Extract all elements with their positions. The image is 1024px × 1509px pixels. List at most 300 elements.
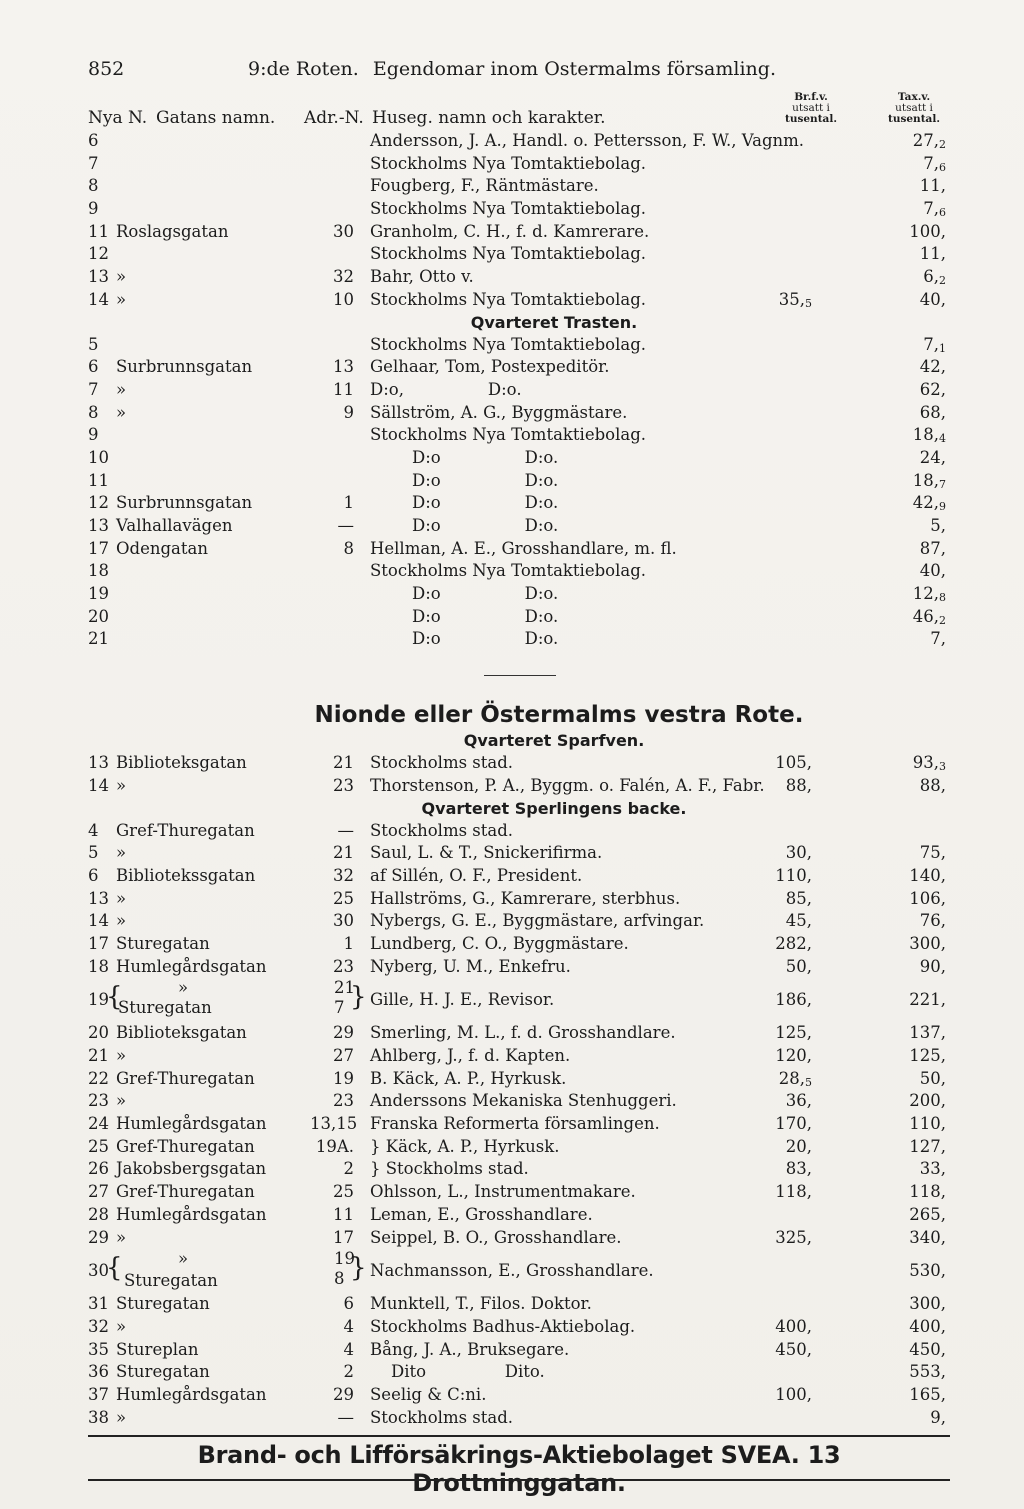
- running-head: [88, 58, 950, 88]
- row-br-value: [748, 752, 812, 775]
- table-row: [88, 1316, 950, 1339]
- row-nr: 25: [88, 1136, 109, 1156]
- row-owner: Sällström, A. G., Byggmästare.: [370, 402, 628, 422]
- col-tax-sub2: tusental.: [887, 113, 940, 125]
- row-tax-main: 50,: [919, 1068, 946, 1088]
- row-owner: Seelig & C:ni.: [370, 1384, 487, 1404]
- row-street: Sturegatan: [116, 933, 210, 953]
- col-tax-label: [878, 92, 950, 125]
- row-tax-decimal: 2: [939, 138, 946, 151]
- row-owner: Andersson, J. A., Handl. o. Pettersson, F. W., Vagnm.: [370, 131, 805, 150]
- row-br-main: 28,: [778, 1068, 805, 1088]
- row-nr: 19: [88, 584, 109, 604]
- row-tax-value: [836, 910, 946, 933]
- row-owner: Ohlsson, L., Instrumentmakare.: [370, 1182, 636, 1202]
- row-br-main: 110,: [775, 865, 812, 885]
- table-block-a: [88, 130, 950, 312]
- row-owner: D:o D:o.: [370, 584, 559, 604]
- row-nr: 29: [88, 1227, 109, 1247]
- row-adr: 11: [333, 1204, 354, 1224]
- row-owner: D:o D:o.: [370, 629, 559, 649]
- row-nr: 11: [88, 221, 109, 241]
- row-owner: Seippel, B. O., Grosshandlare.: [370, 1227, 622, 1247]
- row-tax-main: 106,: [909, 888, 946, 908]
- row-adr: 1: [343, 493, 354, 513]
- row-street: »: [116, 1046, 127, 1065]
- table-row: [88, 130, 950, 153]
- table-row: [88, 1361, 950, 1384]
- row-br-value: [748, 865, 812, 888]
- row-owner: Fougberg, F., Räntmästare.: [370, 176, 599, 196]
- row-tax-main: 553,: [909, 1362, 946, 1382]
- row-tax-value: [836, 538, 946, 561]
- row-br-value: [748, 1136, 812, 1159]
- row-tax-value: [836, 1022, 946, 1045]
- row-street-top: »: [178, 1249, 189, 1269]
- table-row: [88, 470, 950, 493]
- row-nr: 17: [88, 933, 109, 953]
- row-tax-value: [836, 842, 946, 865]
- row-tax-value: [836, 560, 946, 583]
- row-owner: Anderssons Mekaniska Stenhuggeri.: [370, 1091, 677, 1111]
- row-street: Gref-Thuregatan: [116, 1068, 255, 1088]
- row-tax-decimal: 6: [939, 160, 946, 174]
- table-row: [88, 1090, 950, 1113]
- row-br-value: [748, 1181, 812, 1204]
- row-nr: 8: [88, 176, 99, 196]
- row-street: Surbrunnsgatan: [116, 493, 253, 513]
- row-tax-main: 33,: [919, 1159, 946, 1179]
- row-owner: Thorstenson, P. A., Byggm. o. Falén, A. F., Fabr.: [370, 775, 765, 795]
- row-owner: Granholm, C. H., f. d. Kamrerare.: [370, 221, 650, 241]
- row-street: Gref-Thuregatan: [116, 1136, 255, 1156]
- row-adr: 19: [333, 1068, 354, 1088]
- row-br-value: [748, 1045, 812, 1068]
- row-tax-decimal: 8: [939, 591, 946, 605]
- section-title: Nionde eller Östermalms vestra Rote.: [314, 702, 804, 729]
- row-nr: 18: [88, 956, 109, 976]
- row-br-main: 282,: [775, 933, 812, 953]
- row-tax-main: 125,: [909, 1046, 946, 1065]
- row-br-value: [748, 1316, 812, 1339]
- row-owner: Stockholms Nya Tomtaktiebolag.: [370, 561, 647, 581]
- row-adr: 29: [333, 1384, 354, 1404]
- row-br-decimal: 5: [805, 1075, 812, 1089]
- row-adr-bottom: 7: [334, 998, 345, 1018]
- row-tax-value: [836, 865, 946, 888]
- row-tax-value: [836, 1113, 946, 1136]
- row-nr: 20: [88, 606, 109, 626]
- table-row: [88, 289, 950, 312]
- row-nr: 18: [88, 561, 109, 581]
- row-owner: B. Käck, A. P., Hyrkusk.: [370, 1068, 567, 1088]
- row-adr: 27: [333, 1046, 354, 1065]
- row-tax-main: 118,: [909, 1182, 946, 1202]
- row-owner: Stockholms Nya Tomtaktiebolag.: [370, 425, 647, 445]
- row-tax-value: [836, 1316, 946, 1339]
- row-tax-value: [836, 775, 946, 798]
- row-street: Sturegatan: [116, 1362, 210, 1382]
- row-tax-main: 12,: [912, 584, 939, 604]
- row-br-value: [748, 956, 812, 979]
- col-adr-label: Adr.-N.: [304, 108, 364, 128]
- row-tax-decimal: 1: [939, 341, 946, 355]
- col-br-sub2: tusental.: [784, 113, 837, 125]
- row-street-top: »: [178, 978, 189, 998]
- row-tax-value: [836, 1068, 946, 1091]
- table-block-f: [88, 1293, 950, 1429]
- row-tax-value: [836, 1158, 946, 1181]
- row-tax-main: 7,: [923, 199, 939, 219]
- row-tax-value: [836, 379, 946, 402]
- row-tax-value: [836, 1407, 946, 1430]
- row-tax-value: [836, 628, 946, 651]
- row-tax-main: 42,: [912, 493, 939, 513]
- row-tax-main: 340,: [909, 1227, 946, 1247]
- row-tax-main: 11,: [919, 244, 946, 264]
- row-nr: 24: [88, 1114, 109, 1134]
- row-nr: 36: [88, 1362, 109, 1382]
- row-tax: 530,: [909, 1261, 946, 1281]
- row-owner: Ahlberg, J., f. d. Kapten.: [370, 1046, 571, 1065]
- row-br-value: [748, 289, 812, 316]
- row-br-value: [748, 1339, 812, 1362]
- row-nr: 13: [88, 516, 109, 535]
- row-adr: 11: [333, 379, 354, 399]
- row-tax-value: [836, 402, 946, 425]
- row-nr: 12: [88, 493, 109, 513]
- row-nr: 38: [88, 1407, 109, 1427]
- row-tax-decimal: 3: [939, 760, 946, 774]
- row-nr: 31: [88, 1294, 109, 1314]
- col-tax-sub1: utsatt i: [895, 102, 933, 114]
- row-street: Odengatan: [116, 538, 208, 558]
- row-br-main: 36,: [785, 1091, 812, 1111]
- row-tax-main: 11,: [919, 176, 946, 196]
- row-nr: 19: [88, 990, 109, 1010]
- table-block-d: [88, 820, 950, 979]
- row-tax-main: 127,: [909, 1136, 946, 1156]
- row-tax-value: [836, 447, 946, 470]
- row-br-main: 118,: [775, 1182, 812, 1202]
- row-nr: 12: [88, 244, 109, 264]
- row-owner: Gelhaar, Tom, Postexpeditör.: [370, 357, 610, 377]
- quarter-heading-sperlingens: Qvarteret Sperlingens backe.: [421, 798, 687, 818]
- row-tax-main: 88,: [919, 775, 946, 795]
- row-street: »: [116, 402, 127, 422]
- table-row: [88, 379, 950, 402]
- row-tax-main: 46,: [912, 606, 939, 626]
- row-br-main: 450,: [775, 1339, 812, 1359]
- row-br-value: [748, 775, 812, 798]
- row-tax-value: [836, 356, 946, 379]
- page-title: Egendomar inom Ostermalms församling.: [372, 58, 776, 80]
- row-tax-main: 200,: [909, 1091, 946, 1111]
- row-nr: 37: [88, 1384, 109, 1404]
- row-adr: 23: [333, 1091, 354, 1111]
- row-nr: 8: [88, 402, 99, 422]
- row-street: »: [116, 289, 127, 309]
- row-adr: 21: [333, 753, 354, 773]
- row-tax-value: [836, 1227, 946, 1250]
- row-tax-value: [836, 1136, 946, 1159]
- row-nr: 6: [88, 865, 99, 885]
- row-nr: 27: [88, 1182, 109, 1202]
- table-block-c: [88, 752, 950, 797]
- row-tax-value: [836, 1339, 946, 1362]
- row-br-main: 88,: [785, 775, 812, 795]
- footer-area: [88, 1429, 950, 1498]
- row-street: »: [116, 775, 127, 795]
- table-block-b: [88, 334, 950, 652]
- row-owner: D:o D:o.: [370, 606, 559, 626]
- table-row: [88, 1407, 950, 1430]
- row-br-value: [748, 933, 812, 956]
- row-adr: 17: [333, 1227, 354, 1247]
- row-tax-decimal: 2: [939, 274, 946, 288]
- row-owner: Dito Dito.: [370, 1362, 545, 1382]
- row-street: Humlegårdsgatan: [116, 1384, 267, 1404]
- row-tax-main: 42,: [919, 357, 946, 377]
- row-adr: 29: [333, 1023, 354, 1043]
- row-owner: Stockholms Nya Tomtaktiebolag.: [370, 199, 647, 219]
- table-row: [88, 1227, 950, 1250]
- row-owner: Lundberg, C. O., Byggmästare.: [370, 933, 629, 953]
- footer-advert: Brand- och Lifförsäkrings-Aktiebolaget SVEA. 13 Drottninggatan.: [197, 1441, 841, 1498]
- row-nr: 13: [88, 267, 109, 287]
- row-owner: Stockholms Badhus-Aktiebolag.: [370, 1316, 636, 1336]
- footer-rule-top: [88, 1435, 950, 1437]
- row-nr: 21: [88, 629, 109, 649]
- row-street: »: [116, 1407, 127, 1427]
- row-tax-main: 93,: [912, 753, 939, 773]
- col-br-label: [776, 92, 846, 125]
- row-tax-main: 7,: [923, 153, 939, 173]
- row-tax-main: 5,: [930, 516, 946, 535]
- row-br-decimal: 5: [805, 296, 812, 310]
- row-br-main: 170,: [775, 1114, 812, 1134]
- row-adr: 9: [343, 402, 354, 422]
- table-row: [88, 1045, 950, 1068]
- row-tax-main: 75,: [919, 843, 946, 863]
- table-row: [88, 1384, 950, 1407]
- row-nr: 13: [88, 888, 109, 908]
- row-tax-main: 62,: [919, 379, 946, 399]
- row-owner: } Käck, A. P., Hyrkusk.: [370, 1136, 560, 1156]
- row-br-main: 45,: [785, 911, 812, 931]
- row-br-value: [748, 1384, 812, 1407]
- row-tax-value: [836, 1293, 946, 1316]
- row-nr: 5: [88, 843, 99, 863]
- row-tax-value: [836, 515, 946, 538]
- row-adr: 21: [333, 843, 354, 863]
- table-row: [88, 910, 950, 933]
- row-street: »: [116, 843, 127, 863]
- row-tax-main: 450,: [909, 1339, 946, 1359]
- row-adr: —: [337, 820, 354, 840]
- row-owner: Stockholms Nya Tomtaktiebolag.: [370, 334, 647, 354]
- row-nr: 5: [88, 334, 99, 354]
- row-br-main: 120,: [775, 1046, 812, 1065]
- row-br-main: 30,: [785, 843, 812, 863]
- row-nr: 30: [88, 1261, 109, 1281]
- table-row-19: [88, 978, 950, 1022]
- row-tax-decimal: 9: [939, 500, 946, 514]
- row-street: Sturegatan: [116, 1294, 210, 1314]
- page-content: [88, 58, 950, 1498]
- col-br-sub1: utsatt i: [792, 102, 830, 114]
- row-street: Jakobsbergsgatan: [116, 1159, 267, 1179]
- row-tax-main: 90,: [919, 956, 946, 976]
- table-row: [88, 198, 950, 221]
- row-nr: 35: [88, 1339, 109, 1359]
- row-street: Surbrunnsgatan: [116, 357, 253, 377]
- row-tax-main: 6,: [923, 267, 939, 287]
- row-adr: 13,15: [310, 1114, 358, 1134]
- row-br-main: 20,: [785, 1136, 812, 1156]
- row-owner: Nyberg, U. M., Enkefru.: [370, 956, 571, 976]
- row-nr: 14: [88, 775, 109, 795]
- col-br-abbr: Br.f.v.: [794, 91, 828, 103]
- table-row: [88, 153, 950, 176]
- row-nr: 4: [88, 820, 99, 840]
- row-nr: 17: [88, 538, 109, 558]
- row-street: »: [116, 379, 127, 399]
- row-owner: Munktell, T., Filos. Doktor.: [370, 1294, 592, 1314]
- row-adr-bottom: 8: [334, 1269, 345, 1289]
- table-row: [88, 1158, 950, 1181]
- row-tax-value: [836, 221, 946, 244]
- row-tax-main: 24,: [919, 447, 946, 467]
- row-nr: 20: [88, 1023, 109, 1043]
- brace-right: }: [350, 1253, 367, 1284]
- row-tax-main: 7,: [923, 334, 939, 354]
- row-tax-main: 110,: [909, 1114, 946, 1134]
- row-tax-main: 9,: [930, 1407, 946, 1427]
- footer-rule-bottom: [88, 1479, 950, 1481]
- row-tax-value: [836, 1384, 946, 1407]
- row-nr: 10: [88, 447, 109, 467]
- row-owner: Stockholms Nya Tomtaktiebolag.: [370, 244, 647, 264]
- row-tax-main: 400,: [909, 1316, 946, 1336]
- row-owner: Bahr, Otto v.: [370, 267, 474, 287]
- row-street: Gref-Thuregatan: [116, 820, 255, 840]
- row-adr: 32: [333, 267, 354, 287]
- row-adr: 8: [343, 538, 354, 558]
- row-owner: Hallströms, G., Kamrerare, sterbhus.: [370, 888, 681, 908]
- table-row: [88, 1113, 950, 1136]
- row-br-value: [748, 910, 812, 933]
- row-tax-value: [836, 1361, 946, 1384]
- row-tax-main: 27,: [912, 131, 939, 150]
- table-row: [88, 1068, 950, 1091]
- row-br-value: [748, 888, 812, 911]
- row-tax-main: 265,: [909, 1204, 946, 1224]
- table-row: [88, 447, 950, 470]
- row-adr: 25: [333, 888, 354, 908]
- row-adr: 13: [333, 357, 354, 377]
- row-tax-main: 165,: [909, 1384, 946, 1404]
- row-adr: 1: [343, 933, 354, 953]
- row-street: »: [116, 267, 127, 287]
- row-br-main: 100,: [775, 1384, 812, 1404]
- brace-right: }: [350, 982, 367, 1013]
- row-tax-decimal: 4: [939, 432, 946, 446]
- row-owner: D:o D:o.: [370, 447, 559, 467]
- table-row: [88, 538, 950, 561]
- row-owner: } Stockholms stad.: [370, 1159, 529, 1179]
- row-br-value: [748, 842, 812, 865]
- row-owner: Nybergs, G. E., Byggmästare, arfvingar.: [370, 911, 705, 931]
- row-street: Stureplan: [116, 1339, 199, 1359]
- row-tax-decimal: 7: [939, 477, 946, 491]
- row-tax-value: [836, 933, 946, 956]
- row-tax-main: 68,: [919, 402, 946, 422]
- row-owner: D:o D:o.: [370, 493, 559, 513]
- row-adr: 23: [333, 956, 354, 976]
- row-street: Biblioteksgatan: [116, 1023, 247, 1043]
- row-br-value: [748, 1090, 812, 1113]
- table-row: [88, 820, 950, 843]
- row-tax-main: 140,: [909, 865, 946, 885]
- row-tax-value: [836, 888, 946, 911]
- row-street: Humlegårdsgatan: [116, 1114, 267, 1134]
- table-row: [88, 606, 950, 629]
- table-row: [88, 1022, 950, 1045]
- table-row: [88, 560, 950, 583]
- row-owner: Stockholms Nya Tomtaktiebolag.: [370, 153, 647, 173]
- quarter-heading-trasten: Qvarteret Trasten.: [470, 312, 638, 332]
- row-tax-main: 87,: [919, 538, 946, 558]
- col-tax-abbr: Tax.v.: [897, 91, 931, 103]
- row-adr-top: 21: [334, 978, 355, 998]
- table-row: [88, 1293, 950, 1316]
- row-owner: D:o, D:o.: [370, 379, 522, 399]
- row-tax-main: 18,: [912, 425, 939, 445]
- row-adr: 30: [333, 911, 354, 931]
- table-row: [88, 628, 950, 651]
- row-tax-main: 300,: [909, 1294, 946, 1314]
- row-adr: 4: [343, 1339, 354, 1359]
- row-tax-main: 100,: [909, 221, 946, 241]
- table-row: [88, 583, 950, 606]
- row-br-value: [748, 1158, 812, 1181]
- row-owner: Saul, L. & T., Snickerifirma.: [370, 843, 603, 863]
- row-br-main: 83,: [785, 1159, 812, 1179]
- table-row: [88, 243, 950, 266]
- row-owner: Smerling, M. L., f. d. Grosshandlare.: [370, 1023, 676, 1043]
- row-tax-decimal: 6: [939, 206, 946, 220]
- row-owner: Stockholms Nya Tomtaktiebolag.: [370, 289, 647, 309]
- row-tax-main: 300,: [909, 933, 946, 953]
- row-adr: 4: [343, 1316, 354, 1336]
- row-owner: Gille, H. J. E., Revisor.: [370, 990, 555, 1010]
- row-br-main: 85,: [785, 888, 812, 908]
- row-nr: 6: [88, 131, 99, 150]
- row-adr: 2: [343, 1362, 354, 1382]
- row-nr: 11: [88, 470, 109, 490]
- table-row: [88, 1181, 950, 1204]
- table-row: [88, 956, 950, 979]
- row-owner: D:o D:o.: [370, 516, 559, 535]
- row-tax-value: [836, 289, 946, 312]
- row-owner: Hellman, A. E., Grosshandlare, m. fl.: [370, 538, 677, 558]
- table-row: [88, 752, 950, 775]
- row-street-bottom: Sturegatan: [124, 1271, 218, 1291]
- brace-left: {: [106, 1253, 123, 1284]
- row-nr: 6: [88, 357, 99, 377]
- row-br: 186,: [775, 990, 812, 1010]
